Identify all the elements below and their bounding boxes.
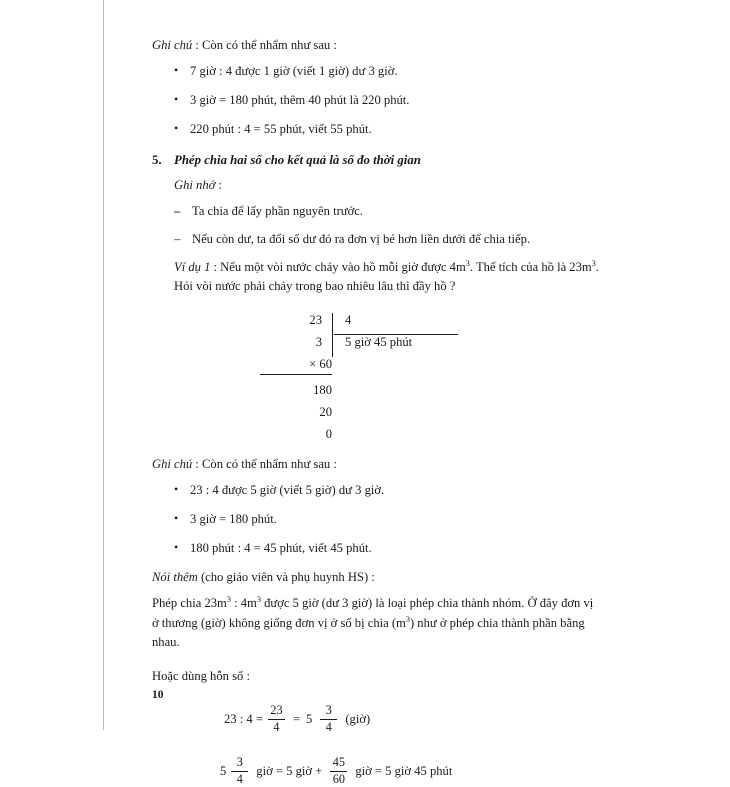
example-text-3: . Hỏi vòi nước phải chảy trong bao nhiêu lâu thì đầy hồ ?	[174, 259, 599, 294]
extra-note-label: Nói thêm	[152, 569, 198, 584]
math-line-1-whole: 5	[306, 711, 313, 726]
dash-marker: –	[174, 203, 181, 218]
mixed-number-intro: Hoặc dùng hỗn số :	[152, 668, 250, 683]
fraction-3-over-4-second	[231, 756, 248, 786]
page-number: 10	[152, 689, 164, 701]
list-item: • 3 giờ = 180 phút.	[152, 510, 602, 529]
list-item: • 7 giờ : 4 được 1 giờ (viết 1 giờ) dư 3 giờ.	[152, 62, 602, 81]
remember-colon: :	[215, 177, 223, 192]
section-number: 5.	[152, 152, 162, 167]
fraction-numerator: 3	[236, 755, 243, 770]
extra-note-line	[152, 568, 602, 587]
math-line-1-equals: =	[292, 711, 301, 726]
extra-paragraph	[152, 594, 602, 653]
math-line-2-mid-2: giờ = 5 giờ 45 phút	[355, 763, 453, 778]
rule-item-2	[152, 230, 602, 249]
fraction-bar	[330, 771, 347, 772]
division-step-2: 20	[319, 404, 332, 419]
note-2-text: : Còn có thể nhẩm như sau :	[192, 456, 337, 471]
multiplier-row	[260, 357, 332, 375]
math-line-2-mid-1: giờ = 5 giờ +	[256, 763, 323, 778]
extra-note-text: (cho giáo viên và phụ huynh HS) :	[197, 569, 375, 584]
multiplier-value: × 60	[309, 356, 332, 371]
fraction-denominator: 4	[273, 719, 280, 734]
example-superscript-1: 3	[465, 258, 470, 268]
extra-paragraph-part-1: Phép chia 23m	[152, 596, 227, 611]
fraction-numerator: 3	[325, 702, 332, 717]
division-row-remainder	[260, 335, 520, 357]
divisor-value: 4	[345, 312, 352, 327]
multiplier-underline	[260, 374, 332, 375]
math-line-1-lead: 23 : 4 =	[224, 711, 263, 726]
fraction-bar	[231, 771, 248, 772]
fraction-numerator: 23	[270, 702, 283, 717]
rule-text: Ta chia để lấy phần nguyên trước.	[192, 203, 364, 218]
rule-item-1	[152, 202, 602, 221]
note-1-text: : Còn có thể nhẩm như sau :	[192, 38, 337, 52]
example-superscript-2: 3	[591, 258, 596, 268]
long-division-block	[260, 313, 520, 445]
section-title: Phép chia hai số cho kết quả là số đo thời gian	[174, 152, 421, 167]
note-1-line	[152, 36, 602, 55]
note-2-line	[152, 455, 602, 474]
math-line-2-whole: 5	[220, 763, 227, 778]
rule-text: Nếu còn dư, ta đổi số dư đó ra đơn vị bé hơn liền dưới để chia tiếp.	[192, 231, 531, 246]
page-binding-rule	[103, 0, 104, 730]
section-heading	[152, 153, 602, 168]
example-paragraph	[152, 258, 602, 297]
note-2-bullet-list	[152, 481, 602, 558]
note-2-label: Ghi chú	[152, 456, 193, 471]
dividend-value: 23	[309, 312, 322, 327]
list-item: • 3 giờ = 180 phút, thêm 40 phút là 220 phút.	[152, 91, 602, 110]
list-item: • 220 phút : 4 = 55 phút, viết 55 phút.	[152, 120, 602, 139]
remember-label-line	[152, 176, 602, 195]
dash-marker: –	[174, 231, 181, 246]
division-step-1: 180	[313, 382, 332, 397]
fraction-denominator: 4	[236, 771, 243, 786]
extra-superscript-3: 3	[405, 614, 410, 624]
list-item: • 23 : 4 được 5 giờ (viết 5 giờ) dư 3 giờ.	[152, 481, 602, 500]
example-label: Ví dụ 1	[174, 259, 211, 274]
extra-paragraph-part-3: được 5 giờ (dư 3 giờ) là loại phép chia thành nhóm. Ở đây đơn vị ở thương (giờ) không giống đơn vị ở số bị chia (m	[152, 596, 594, 630]
list-item: • 180 phút : 4 = 45 phút, viết 45 phút.	[152, 539, 602, 558]
math-line-2	[152, 756, 602, 786]
fraction-denominator: 4	[325, 719, 332, 734]
division-row-dividend	[260, 313, 520, 335]
extra-paragraph-part-4: ) như ở phép chia thành phần bằng nhau.	[152, 615, 585, 650]
page-content	[152, 36, 602, 787]
fraction-denominator: 60	[332, 771, 345, 786]
fraction-45-over-60	[330, 756, 347, 786]
note-1-label: Ghi chú	[152, 38, 193, 52]
extra-superscript-1: 3	[226, 594, 231, 604]
math-line-1-unit: (giờ)	[345, 711, 371, 726]
remainder-value: 3	[315, 334, 322, 349]
example-text-2: . Thể tích của hồ là 23m	[469, 259, 592, 274]
example-text-1: : Nếu một vòi nước chảy vào hồ mỗi giờ được 4m	[210, 259, 466, 274]
note-1-bullet-list	[152, 62, 602, 139]
fraction-numerator: 45	[332, 755, 345, 770]
quotient-value: 5 giờ 45 phút	[345, 334, 413, 349]
extra-paragraph-part-2: : 4m	[230, 596, 257, 611]
division-step-3: 0	[325, 426, 332, 441]
remember-label: Ghi nhớ	[174, 177, 216, 192]
extra-superscript-2: 3	[256, 594, 261, 604]
